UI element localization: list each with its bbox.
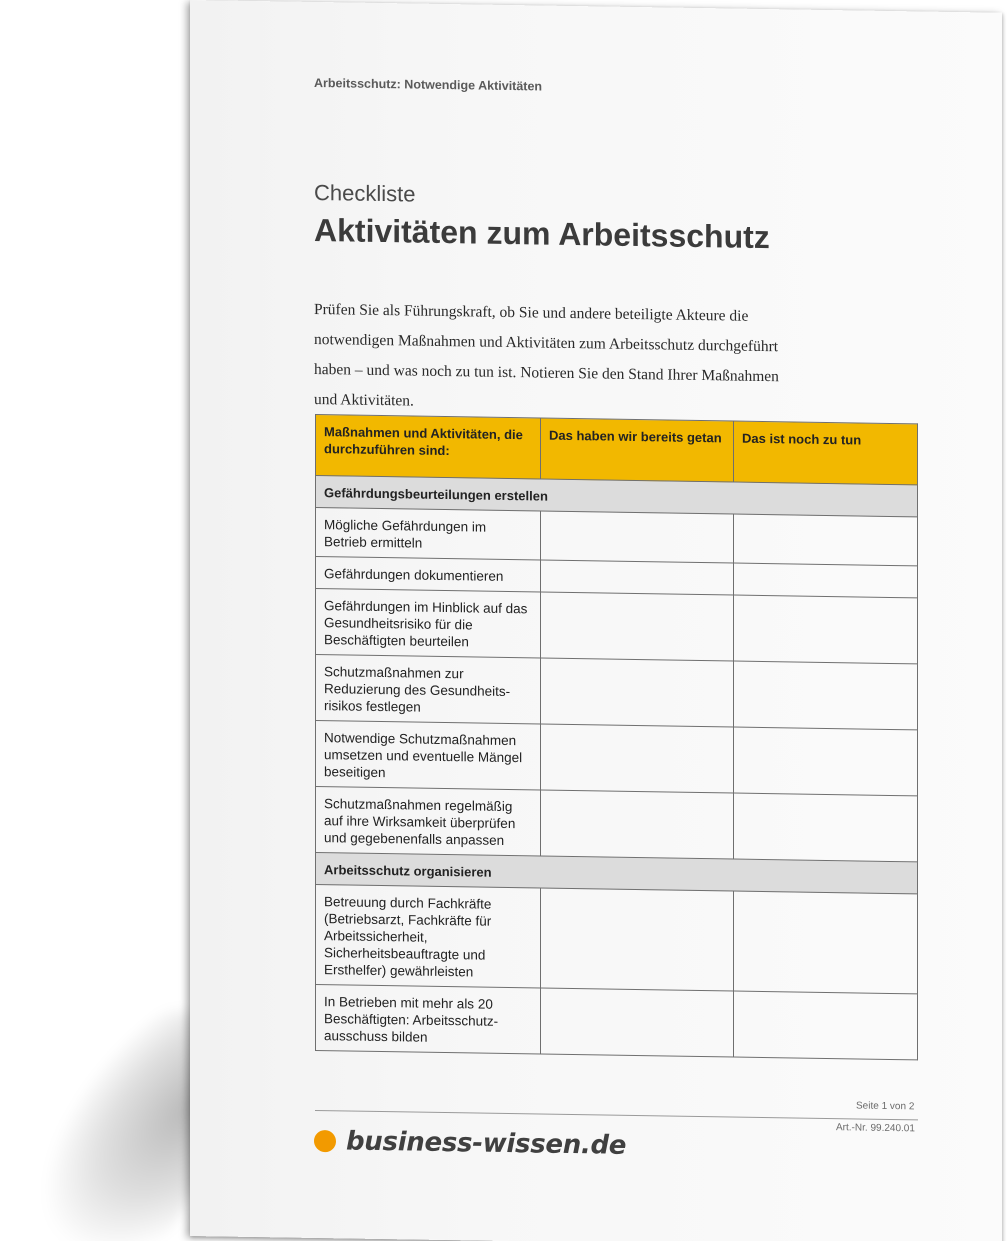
table-row (316, 588, 918, 663)
done-cell[interactable] (541, 592, 734, 661)
todo-cell[interactable] (734, 595, 918, 664)
table-row (316, 984, 918, 1059)
header-label: Arbeitsschutz: Notwendige Aktivitäten (314, 75, 543, 94)
done-cell[interactable] (541, 790, 734, 859)
measure-cell: Mögliche Gefährdungen im Betrieb ermitteln (316, 507, 541, 560)
measure-cell: In Betrieben mit mehr als 20 Beschäftigten: Arbeitsschutz-ausschuss bilden (316, 984, 541, 1054)
done-cell[interactable] (541, 724, 734, 793)
todo-cell[interactable] (734, 563, 918, 598)
logo-text: business-wissen.de (346, 1126, 627, 1161)
document-page (190, 0, 1002, 1241)
done-cell[interactable] (541, 560, 734, 595)
done-cell[interactable] (541, 511, 734, 563)
logo-dot-icon (314, 1130, 336, 1152)
column-header-done: Das haben wir bereits getan (541, 418, 734, 482)
measure-cell: Schutzmaßnahmen zur Reduzierung des Gesundheits-risikos festlegen (316, 654, 541, 724)
todo-cell[interactable] (734, 727, 918, 796)
table-row (316, 786, 918, 861)
todo-cell[interactable] (734, 991, 918, 1060)
table-header-row (316, 414, 918, 484)
document-title: Aktivitäten zum Arbeitsschutz (314, 211, 770, 256)
column-header-measures: Maßnahmen und Aktivitäten, die durchzuführen sind: (316, 414, 541, 479)
measure-cell: Schutzmaßnahmen regelmäßig auf ihre Wirksamkeit überprüfen und gegebenenfalls anpassen (316, 786, 541, 856)
article-number: Art.-Nr. 99.240.01 (836, 1122, 915, 1135)
done-cell[interactable] (541, 658, 734, 727)
measure-cell: Betreuung durch Fachkräfte (Betriebsarzt, Fachkräfte für Arbeitssicherheit, Sicherheitsbeauftragte und Ersthelfer) gewährleisten (316, 884, 541, 988)
brand-logo (314, 1126, 626, 1161)
intro-paragraph: Prüfen Sie als Führungskraft, ob Sie und andere beteiligte Akteure die notwendigen Maßnahmen und Aktivitäten zum Arbeitsschutz durchgeführt haben – und was noch zu tun ist. Notieren Sie den Stand Ihrer Maßnahmen und Aktivitäten. (314, 300, 779, 410)
measure-cell: Notwendige Schutzmaßnahmen umsetzen und eventuelle Mängel beseitigen (316, 720, 541, 790)
todo-cell[interactable] (734, 661, 918, 730)
measure-cell: Gefährdungen dokumentieren (316, 556, 541, 592)
table-row (316, 654, 918, 729)
checklist-table (315, 414, 918, 1060)
section-title: Arbeitsschutz organisieren (316, 852, 918, 893)
column-header-todo: Das ist noch zu tun (734, 421, 918, 485)
done-cell[interactable] (541, 988, 734, 1057)
page-number: Seite 1 von 2 (856, 1100, 915, 1113)
todo-cell[interactable] (734, 793, 918, 862)
document-kicker: Checkliste (314, 179, 416, 207)
todo-cell[interactable] (734, 514, 918, 566)
done-cell[interactable] (541, 888, 734, 991)
footer-divider (315, 1110, 918, 1120)
todo-cell[interactable] (734, 891, 918, 994)
measure-cell: Gefährdungen im Hinblick auf das Gesundheitsrisiko für die Beschäftigten beurteilen (316, 588, 541, 658)
table-row (316, 884, 918, 993)
table-row (316, 720, 918, 795)
section-title: Gefährdungsbeurteilungen erstellen (316, 475, 918, 516)
